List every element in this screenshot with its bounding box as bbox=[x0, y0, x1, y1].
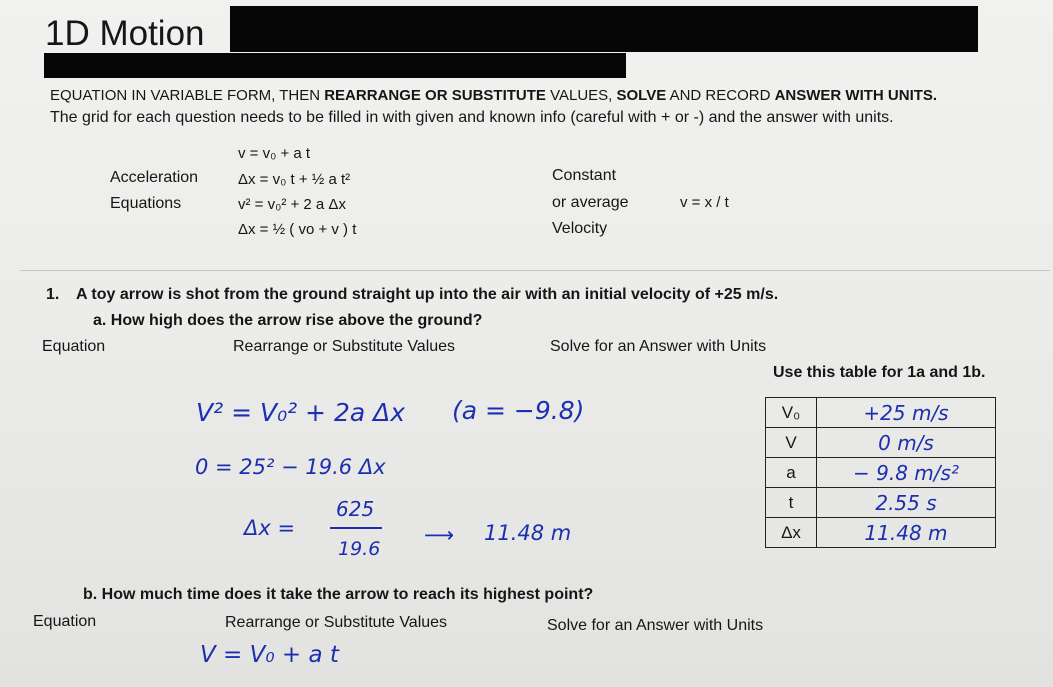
table-value: 2.55 s bbox=[817, 488, 996, 518]
table-label: t bbox=[766, 488, 817, 518]
redaction-bar bbox=[230, 6, 978, 52]
question-part-a: a. How high does the arrow rise above the ground? bbox=[93, 312, 483, 329]
given-table bbox=[765, 397, 996, 548]
header-solve: Solve for an Answer with Units bbox=[550, 338, 767, 355]
question-part-b: b. How much time does it take the arrow to reach its highest point? bbox=[83, 586, 594, 603]
accel-label: Equations bbox=[110, 195, 182, 212]
header-solve: Solve for an Answer with Units bbox=[547, 617, 764, 634]
divider bbox=[20, 270, 1050, 271]
handwritten-numerator: 625 bbox=[336, 497, 375, 521]
table-value: 0 m/s bbox=[817, 428, 996, 458]
instructions-line-2: The grid for each question needs to be filled in with given and known info (careful with + or -) and the answer with units. bbox=[50, 109, 894, 126]
header-equation: Equation bbox=[33, 613, 97, 630]
handwritten-substitution: 0 = 25² − 19.6 Δx bbox=[195, 455, 386, 479]
table-caption: Use this table for 1a and 1b. bbox=[773, 364, 986, 381]
header-rearrange: Rearrange or Substitute Values bbox=[225, 614, 448, 631]
question-prompt: A toy arrow is shot from the ground straight up into the air with an initial velocity of +25 m/s. bbox=[76, 286, 779, 303]
table-value: 11.48 m bbox=[817, 518, 996, 548]
handwritten-equation: V² = V₀² + 2a Δx bbox=[196, 398, 406, 427]
accel-equation: v² = v₀² + 2 a Δx bbox=[238, 196, 346, 213]
const-label: Constant bbox=[552, 167, 617, 184]
arrow-icon: ⟶ bbox=[424, 523, 455, 547]
const-label: Velocity bbox=[552, 220, 608, 237]
table-value: − 9.8 m/s² bbox=[817, 458, 996, 488]
handwritten-part-b-equation: V = V₀ + a t bbox=[200, 642, 339, 668]
handwritten-denominator: 19.6 bbox=[338, 538, 381, 560]
table-row bbox=[766, 398, 996, 428]
const-equation: v = x / t bbox=[680, 194, 729, 211]
table-label: a bbox=[766, 458, 817, 488]
accel-label: Acceleration bbox=[110, 169, 199, 186]
fraction-bar bbox=[330, 527, 382, 529]
header-equation: Equation bbox=[42, 338, 106, 355]
question-number: 1. bbox=[46, 286, 60, 303]
header-rearrange: Rearrange or Substitute Values bbox=[233, 338, 456, 355]
table-row bbox=[766, 488, 996, 518]
redaction-bar bbox=[44, 53, 626, 78]
page-title: 1D Motion bbox=[45, 14, 205, 53]
accel-equation: v = v₀ + a t bbox=[238, 145, 311, 162]
handwritten-note: (a = −9.8) bbox=[452, 396, 585, 425]
table-label: Δx bbox=[766, 518, 817, 548]
instructions-line-1: EQUATION IN VARIABLE FORM, THEN REARRANGE OR SUBSTITUTE VALUES, SOLVE AND RECORD ANSWER WITH UNITS. bbox=[50, 87, 938, 104]
table-label: V bbox=[766, 428, 817, 458]
table-value: +25 m/s bbox=[817, 398, 996, 428]
accel-equation: Δx = ½ ( vo + v ) t bbox=[238, 221, 357, 238]
const-label: or average bbox=[552, 194, 629, 211]
table-label: V₀ bbox=[766, 398, 817, 428]
table-row bbox=[766, 458, 996, 488]
accel-equation: Δx = v₀ t + ½ a t² bbox=[238, 171, 351, 188]
handwritten-answer: 11.48 m bbox=[484, 521, 572, 545]
table-row bbox=[766, 518, 996, 548]
handwritten-delta-x: Δx = bbox=[244, 516, 296, 540]
table-row bbox=[766, 428, 996, 458]
